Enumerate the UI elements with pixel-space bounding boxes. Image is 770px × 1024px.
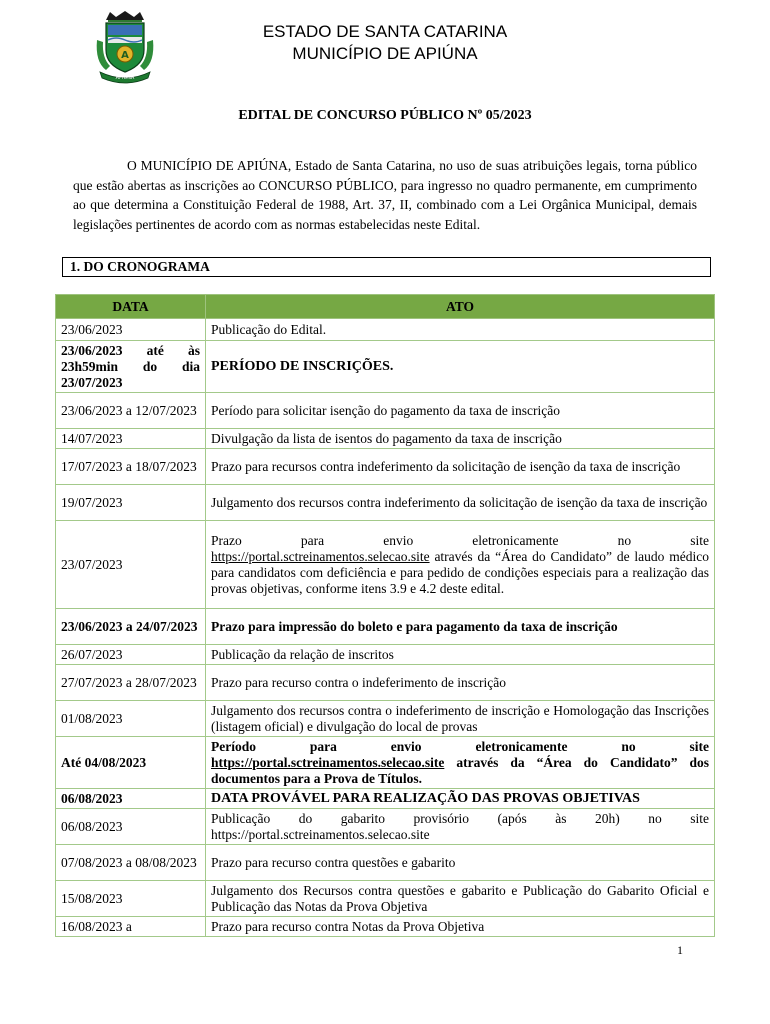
- svg-text:A: A: [121, 50, 129, 61]
- row-date: 14/07/2023: [56, 429, 206, 449]
- row-date: 07/08/2023 a 08/08/2023: [56, 845, 206, 881]
- table-row: [56, 737, 715, 789]
- table-header-row: [56, 295, 715, 319]
- municipality-name: MUNICÍPIO DE APIÚNA: [292, 44, 478, 63]
- row-date: Até 04/08/2023: [56, 737, 206, 789]
- table-row: [56, 881, 715, 917]
- row-act: Prazo para impressão do boleto e para pagamento da taxa de inscrição: [206, 609, 715, 645]
- table-row: [56, 645, 715, 665]
- cronograma-table: [55, 294, 715, 937]
- table-row: [56, 701, 715, 737]
- row-date: 23/06/2023 a 12/07/2023: [56, 393, 206, 429]
- portal-link[interactable]: https://portal.sctreinamentos.selecao.site: [211, 548, 430, 564]
- row-date: 27/07/2023 a 28/07/2023: [56, 665, 206, 701]
- row-act: Prazo para recurso contra Notas da Prova Objetiva: [206, 917, 715, 937]
- row-act: Prazo para recurso contra o indeferimento de inscrição: [206, 665, 715, 701]
- row-date: 23/06/2023 até às 23h59min do dia 23/07/2023: [56, 341, 206, 393]
- table-row: [56, 429, 715, 449]
- table-row: [56, 665, 715, 701]
- row-date: 23/06/2023: [56, 319, 206, 341]
- row-act: Julgamento dos recursos contra o indeferimento de inscrição e Homologação das Inscrições (listagem oficial) e divulgação do local de provas: [206, 701, 715, 737]
- row-date: 15/08/2023: [56, 881, 206, 917]
- row-act: [206, 809, 715, 845]
- row-date: 26/07/2023: [56, 645, 206, 665]
- table-row: [56, 845, 715, 881]
- row-act: Publicação da relação de inscritos: [206, 645, 715, 665]
- table-row: [56, 319, 715, 341]
- row-act-text: https://portal.sctreinamentos.selecao.site: [211, 826, 430, 842]
- row-act: DATA PROVÁVEL PARA REALIZAÇÃO DAS PROVAS OBJETIVAS: [206, 789, 715, 809]
- row-act-text: através da “Área do Candidato” dos documentos para a Prova de Títulos.: [211, 754, 709, 786]
- row-act: Prazo para recursos contra indeferimento da solicitação de isenção da taxa de inscrição: [206, 449, 715, 485]
- row-act-text: Período para envio eletronicamente no site: [211, 738, 709, 754]
- table-row: [56, 609, 715, 645]
- row-act: [206, 521, 715, 609]
- row-act-text: Publicação do gabarito provisório (após às 20h) no site: [211, 810, 709, 826]
- row-act: PERÍODO DE INSCRIÇÕES.: [206, 341, 715, 393]
- col-header-date: DATA: [56, 295, 206, 319]
- row-date: 06/08/2023: [56, 789, 206, 809]
- row-date: 16/08/2023 a: [56, 917, 206, 937]
- row-date: 17/07/2023 a 18/07/2023: [56, 449, 206, 485]
- state-name: ESTADO DE SANTA CATARINA: [262, 22, 508, 41]
- crest-lettering: APIÚNA: [115, 75, 135, 81]
- table-row: [56, 449, 715, 485]
- edital-title: EDITAL DE CONCURSO PÚBLICO Nº 05/2023: [238, 108, 532, 123]
- row-act-text: Prazo para envio eletronicamente no site: [211, 532, 709, 548]
- table-row: [56, 789, 715, 809]
- row-act: Julgamento dos Recursos contra questões e gabarito e Publicação do Gabarito Oficial e Publicação das Notas da Prova Objetiva: [206, 881, 715, 917]
- row-act: [206, 737, 715, 789]
- intro-paragraph: O MUNICÍPIO DE APIÚNA, Estado de Santa Catarina, no uso de suas atribuições legais, torna público que estão abertas as inscrições ao CONCURSO PÚBLICO, para ingresso no quadro permanente, em cumprimento ao que determina a Constituição Federal de 1988, Art. 37, II, combinado com a Lei Orgânica Municipal, demais legislações pertinentes de acordo com as normas estabelecidas neste Edital.: [73, 158, 697, 232]
- table-row: [56, 393, 715, 429]
- table-row: [56, 809, 715, 845]
- page-number: 1: [677, 943, 683, 957]
- row-act: Período para solicitar isenção do pagamento da taxa de inscrição: [206, 393, 715, 429]
- row-date: 06/08/2023: [56, 809, 206, 845]
- col-header-act: ATO: [206, 295, 715, 319]
- row-date: 19/07/2023: [56, 485, 206, 521]
- row-date: 23/06/2023 a 24/07/2023: [56, 609, 206, 645]
- portal-link[interactable]: https://portal.sctreinamentos.selecao.site: [211, 754, 445, 770]
- table-row: [56, 341, 715, 393]
- row-act-text: através da “Área do Candidato” de laudo médico para candidatos com deficiência e para pedido de condições especiais para a realização das provas objetivas, conforme itens 3.9 e 4.2 deste edital.: [211, 548, 710, 596]
- section-title-cronograma: 1. DO CRONOGRAMA: [62, 257, 711, 277]
- row-date: 23/07/2023: [56, 521, 206, 609]
- row-act: Prazo para recurso contra questões e gabarito: [206, 845, 715, 881]
- row-act: Julgamento dos recursos contra indeferimento da solicitação de isenção da taxa de inscrição: [206, 485, 715, 521]
- row-act: Divulgação da lista de isentos do pagamento da taxa de inscrição: [206, 429, 715, 449]
- row-act: Publicação do Edital.: [206, 319, 715, 341]
- municipal-crest-icon: [94, 10, 156, 84]
- row-date: 01/08/2023: [56, 701, 206, 737]
- table-row: [56, 521, 715, 609]
- table-row: [56, 917, 715, 937]
- table-row: [56, 485, 715, 521]
